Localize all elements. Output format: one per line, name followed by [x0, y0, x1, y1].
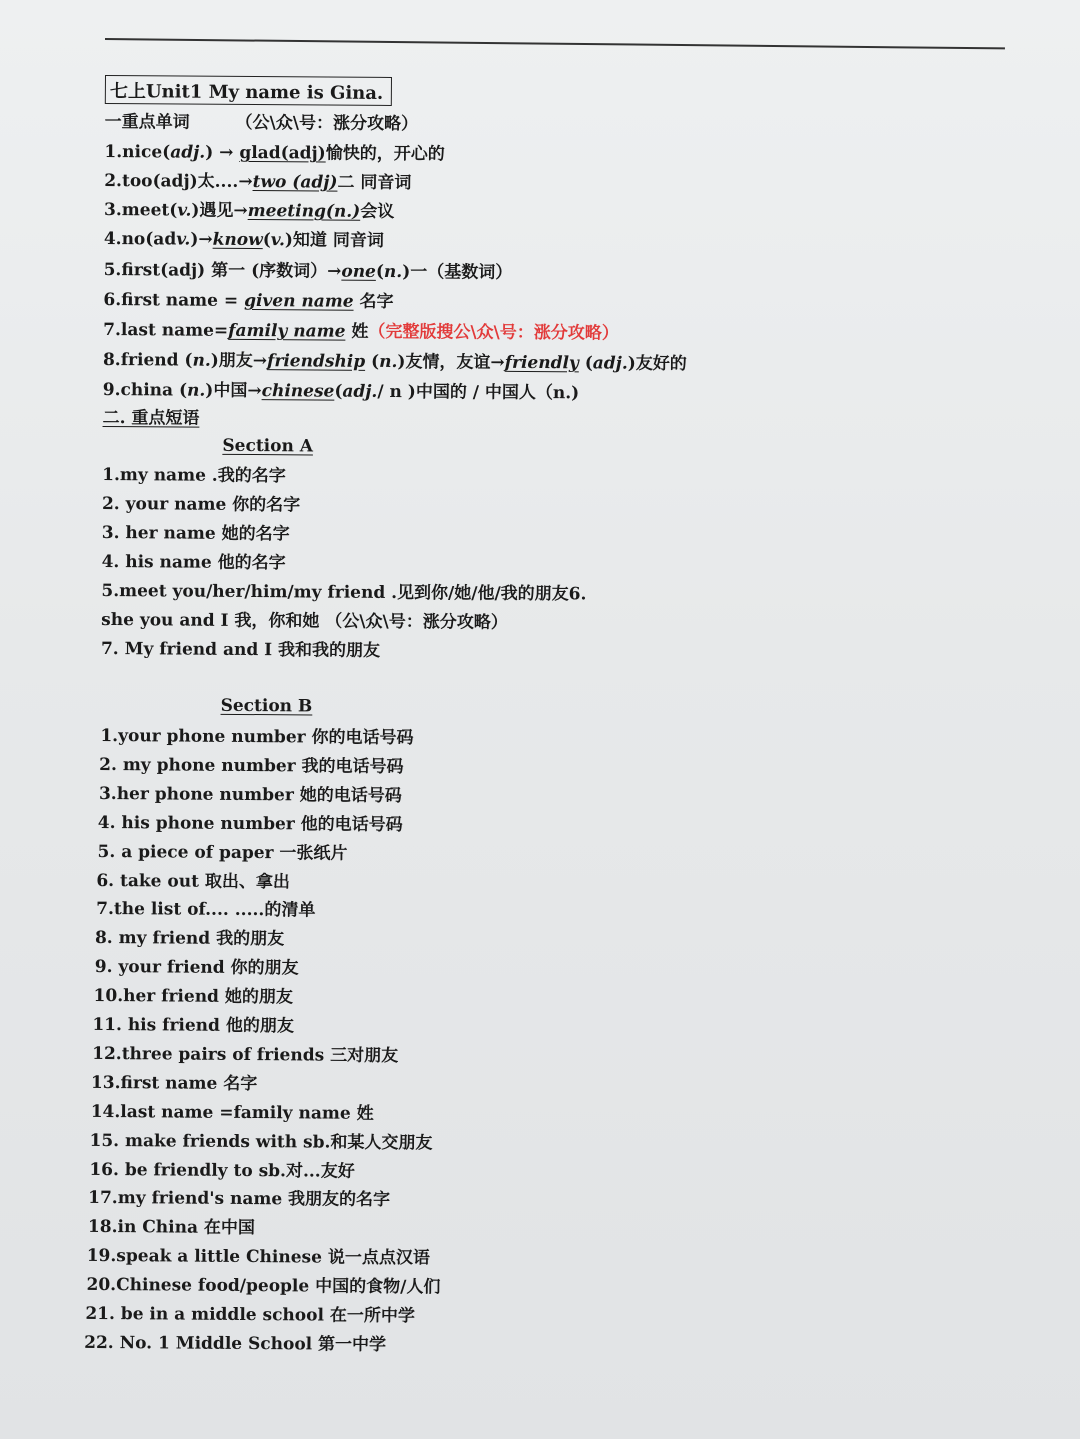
word-text: ) → — [205, 142, 234, 163]
word-text: )友好的 — [627, 353, 687, 375]
word-text: adj. — [170, 142, 206, 163]
list-item: 10.her friend 她的朋友 — [93, 986, 293, 1008]
list-item: 15. make friends with sb.和某人交朋友 — [89, 1130, 433, 1153]
word-text: 1.nice( — [104, 141, 171, 163]
list-item: she you and I 我，你和她 （公\众\号：涨分攻略） — [101, 609, 508, 633]
word-text: 名字 — [353, 291, 394, 313]
word-answer: friendship — [267, 351, 366, 372]
word-text: )→ — [190, 229, 213, 250]
list-item: 5.meet you/her/him/my friend .见到你/她/他/我的朋友6. — [101, 580, 587, 605]
list-item: 2. my phone number 我的电话号码 — [99, 754, 404, 777]
list-item: 16. be friendly to sb.对...友好 — [89, 1159, 355, 1182]
word-text: 3.meet( — [103, 199, 178, 221]
word-text: v. — [177, 200, 192, 221]
list-item: 9. your friend 你的朋友 — [94, 957, 299, 979]
word-text: )友情，友谊→ — [397, 352, 505, 373]
word-text: ( — [578, 353, 593, 374]
red-watermark-note: （完整版搜公\众\号：涨分攻略） — [368, 321, 619, 344]
word-answer: two (adj) — [252, 172, 338, 193]
word-text: v. — [270, 230, 285, 251]
word-item-6 — [103, 285, 393, 312]
list-item: 12.three pairs of friends 三对朋友 — [92, 1043, 399, 1066]
word-text: 4.no(ad — [103, 228, 177, 250]
word-text: )中国→ — [205, 380, 262, 402]
word-item-7 — [103, 315, 619, 344]
word-text: n. — [383, 261, 403, 283]
word-text: )遇见→ — [191, 200, 248, 221]
word-item-8 — [103, 345, 687, 374]
list-item: 7. My friend and I 我和我的朋友 — [100, 638, 381, 661]
word-answer: chinese — [261, 381, 335, 402]
list-item: 5. a piece of paper 一张纸片 — [97, 841, 348, 864]
word-text: 会议 — [360, 201, 395, 223]
section1-heading: 一重点单词 — [104, 111, 190, 133]
word-text: 5.first(adj) 第一 (序数词）→ — [103, 259, 342, 282]
word-text: n. — [379, 351, 398, 373]
watermark-note: （公\众\号：涨分攻略） — [235, 112, 419, 135]
word-answer: meeting(n.) — [247, 200, 361, 222]
list-item: 14.last name =family name 姓 — [90, 1101, 374, 1124]
word-text: 7.last name= — [103, 319, 229, 341]
word-item-5 — [104, 255, 513, 283]
word-answer: one — [341, 261, 376, 282]
word-answer: glad(adj) — [239, 142, 326, 164]
word-text: 2.too(adj)太....→ — [104, 170, 253, 193]
word-text: 9.china ( — [102, 379, 188, 401]
word-answer: family name — [228, 320, 346, 342]
list-item: 22. No. 1 Middle School 第一中学 — [84, 1332, 387, 1355]
word-text: 6.first name = — [103, 289, 245, 311]
word-answer: friendly — [504, 352, 579, 374]
word-item-9 — [103, 375, 580, 403]
word-text: )知道 同音词 — [284, 230, 384, 251]
list-item: 4. his name 他的名字 — [101, 551, 286, 574]
notes-content — [84, 75, 1005, 1355]
word-text: ( — [262, 230, 271, 251]
word-text: v. — [176, 229, 191, 250]
list-item: 8. my friend 我的朋友 — [94, 928, 285, 950]
list-item: 6. take out 取出、拿出 — [96, 870, 290, 892]
section1-heading-line — [105, 107, 419, 134]
list-item: 13.first name 名字 — [90, 1072, 258, 1094]
top-rule — [105, 38, 1005, 49]
page-title: 七上Unit1 My name is Gina. — [105, 75, 393, 106]
word-text: 愉快的，开心的 — [325, 143, 445, 165]
word-text: )朋友→ — [210, 350, 268, 372]
word-item-4 — [104, 224, 384, 251]
word-text: / n )中国的 / 中国人（n.) — [377, 381, 580, 404]
word-text: adj. — [342, 381, 378, 402]
title-line — [105, 75, 393, 106]
list-item: 1.my name .我的名字 — [102, 464, 286, 487]
list-item: 1.your phone number 你的电话号码 — [100, 725, 414, 749]
word-item-1 — [104, 137, 444, 164]
list-item: 4. his phone number 他的电话号码 — [97, 812, 403, 835]
list-item: 3. her name 她的名字 — [101, 522, 290, 545]
word-text: ( — [365, 351, 380, 372]
list-item: 7.the list of.... .....的清单 — [96, 899, 316, 921]
section-b-title: Section B — [220, 695, 313, 717]
list-item: 19.speak a little Chinese 说一点点汉语 — [86, 1246, 430, 1269]
list-item: 20.Chinese food/people 中国的食物/人们 — [86, 1274, 441, 1298]
list-item: 18.in China 在中国 — [87, 1217, 255, 1239]
word-text: ( — [375, 261, 385, 282]
word-text: 8.friend ( — [102, 349, 193, 371]
word-text: n. — [192, 350, 211, 371]
section2-heading: 二. 重点短语 — [102, 407, 200, 429]
word-answer: know — [212, 229, 263, 251]
word-text: )一（基数词） — [402, 262, 513, 283]
list-item: 2. your name 你的名字 — [101, 493, 301, 516]
word-answer: given name — [244, 290, 354, 312]
section-a-title: Section A — [222, 435, 314, 457]
word-item-2 — [104, 166, 411, 193]
word-text: 姓 — [345, 321, 369, 342]
list-item: 3.her phone number 她的电话号码 — [98, 783, 402, 806]
word-text: n. — [186, 380, 206, 401]
word-text: adj. — [592, 353, 628, 374]
word-text: ( — [334, 381, 343, 402]
word-text: 二 同音词 — [337, 172, 412, 194]
list-item: 21. be in a middle school 在一所中学 — [85, 1303, 415, 1327]
list-item: 11. his friend 他的朋友 — [92, 1014, 294, 1037]
word-item-3 — [104, 195, 394, 222]
list-item: 17.my friend's name 我朋友的名字 — [88, 1188, 391, 1211]
